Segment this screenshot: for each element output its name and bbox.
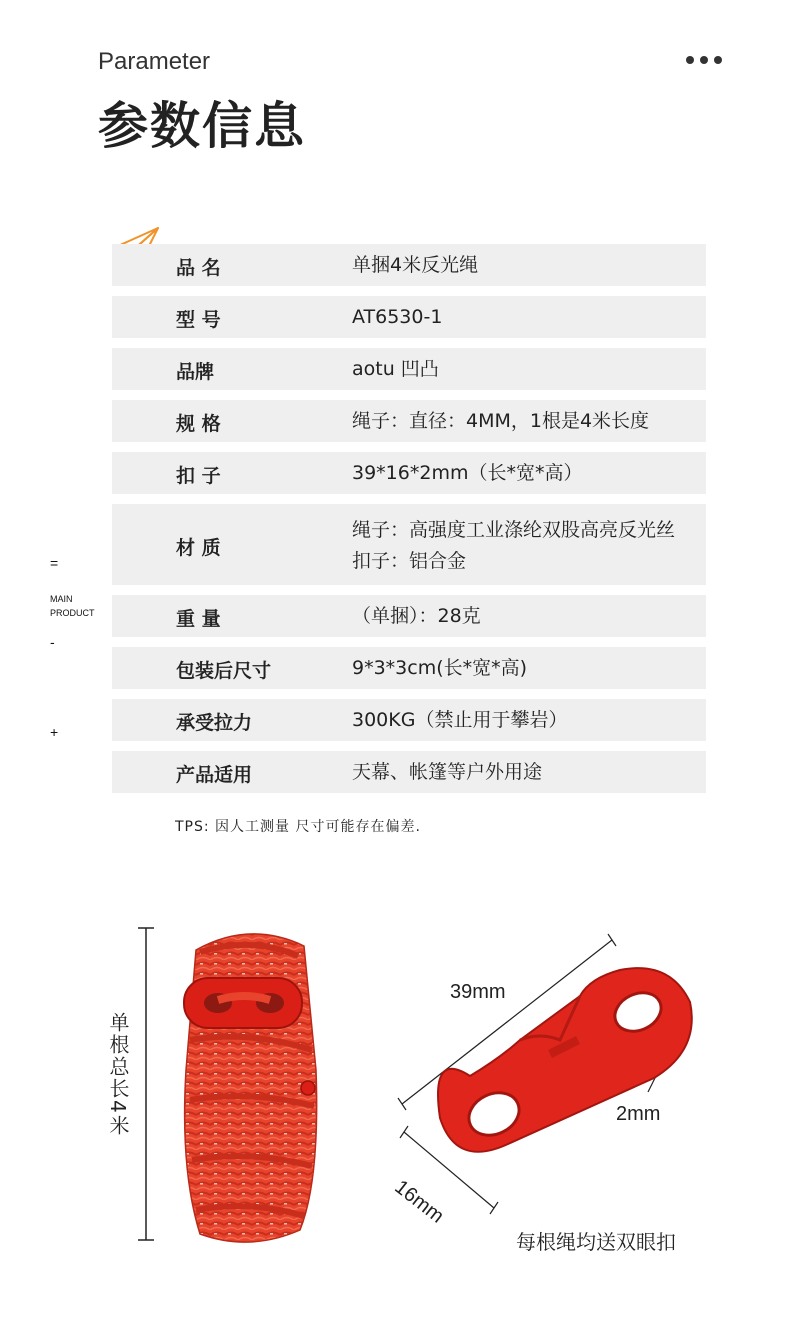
param-row-tension bbox=[112, 699, 706, 741]
param-row-material bbox=[112, 504, 706, 585]
param-value: 单捆4米反光绳 bbox=[352, 254, 479, 276]
side-equals-button[interactable]: = bbox=[50, 555, 59, 571]
param-key: 品 名 bbox=[176, 257, 221, 279]
param-key: 扣 子 bbox=[176, 465, 221, 487]
side-product-label: PRODUCT bbox=[50, 608, 95, 618]
side-main-label: MAIN bbox=[50, 594, 73, 604]
rope-length-bracket bbox=[138, 928, 154, 1240]
rope-bundle bbox=[184, 934, 317, 1242]
param-row-spec bbox=[112, 400, 706, 442]
param-key: 重 量 bbox=[176, 608, 221, 630]
side-plus-button[interactable]: + bbox=[50, 724, 59, 740]
side-minus-button[interactable]: - bbox=[50, 634, 55, 650]
param-row-weight bbox=[112, 595, 706, 637]
param-key: 材 质 bbox=[176, 537, 221, 559]
param-row-usage bbox=[112, 751, 706, 793]
param-value-line2: 扣子：铝合金 bbox=[352, 550, 467, 572]
param-value: 天幕、帐篷等户外用途 bbox=[352, 761, 543, 783]
param-key: 品牌 bbox=[176, 361, 215, 383]
param-row-package-size bbox=[112, 647, 706, 689]
buckle-caption: 每根绳均送双眼扣 bbox=[516, 1230, 676, 1254]
dimension-length-label: 39mm bbox=[450, 981, 506, 1003]
param-key: 型 号 bbox=[176, 309, 221, 331]
param-row-brand bbox=[112, 348, 706, 390]
tips-note: TPS: 因人工测量 尺寸可能存在偏差. bbox=[175, 819, 421, 835]
dimension-thickness-label: 2mm bbox=[616, 1103, 661, 1125]
param-key: 产品适用 bbox=[176, 764, 253, 786]
param-value: 9*3*3cm(长*宽*高) bbox=[352, 657, 528, 679]
rope-length-label: 单根总长4米 bbox=[106, 1012, 130, 1137]
dimension-width-label: 16mm bbox=[390, 1176, 448, 1228]
param-key: 包装后尺寸 bbox=[176, 660, 272, 682]
param-value: 绳子：高强度工业涤纶双股高亮反光丝 bbox=[352, 519, 676, 541]
param-value: AT6530-1 bbox=[352, 306, 443, 328]
param-row-name bbox=[112, 244, 706, 286]
param-row-buckle bbox=[112, 452, 706, 494]
param-value: aotu 凹凸 bbox=[352, 358, 439, 380]
param-value: 39*16*2mm（长*宽*高） bbox=[352, 462, 583, 484]
param-value: 绳子：直径：4MM，1根是4米长度 bbox=[352, 410, 650, 432]
param-row-model bbox=[112, 296, 706, 338]
param-key: 规 格 bbox=[176, 413, 221, 435]
param-value: （单捆）：28克 bbox=[352, 605, 481, 627]
more-dots-icon[interactable] bbox=[686, 56, 722, 64]
title-chinese: 参数信息 bbox=[98, 97, 306, 155]
param-key: 承受拉力 bbox=[176, 712, 253, 734]
param-value: 300KG（禁止用于攀岩） bbox=[352, 709, 568, 731]
title-english: Parameter bbox=[98, 48, 211, 75]
